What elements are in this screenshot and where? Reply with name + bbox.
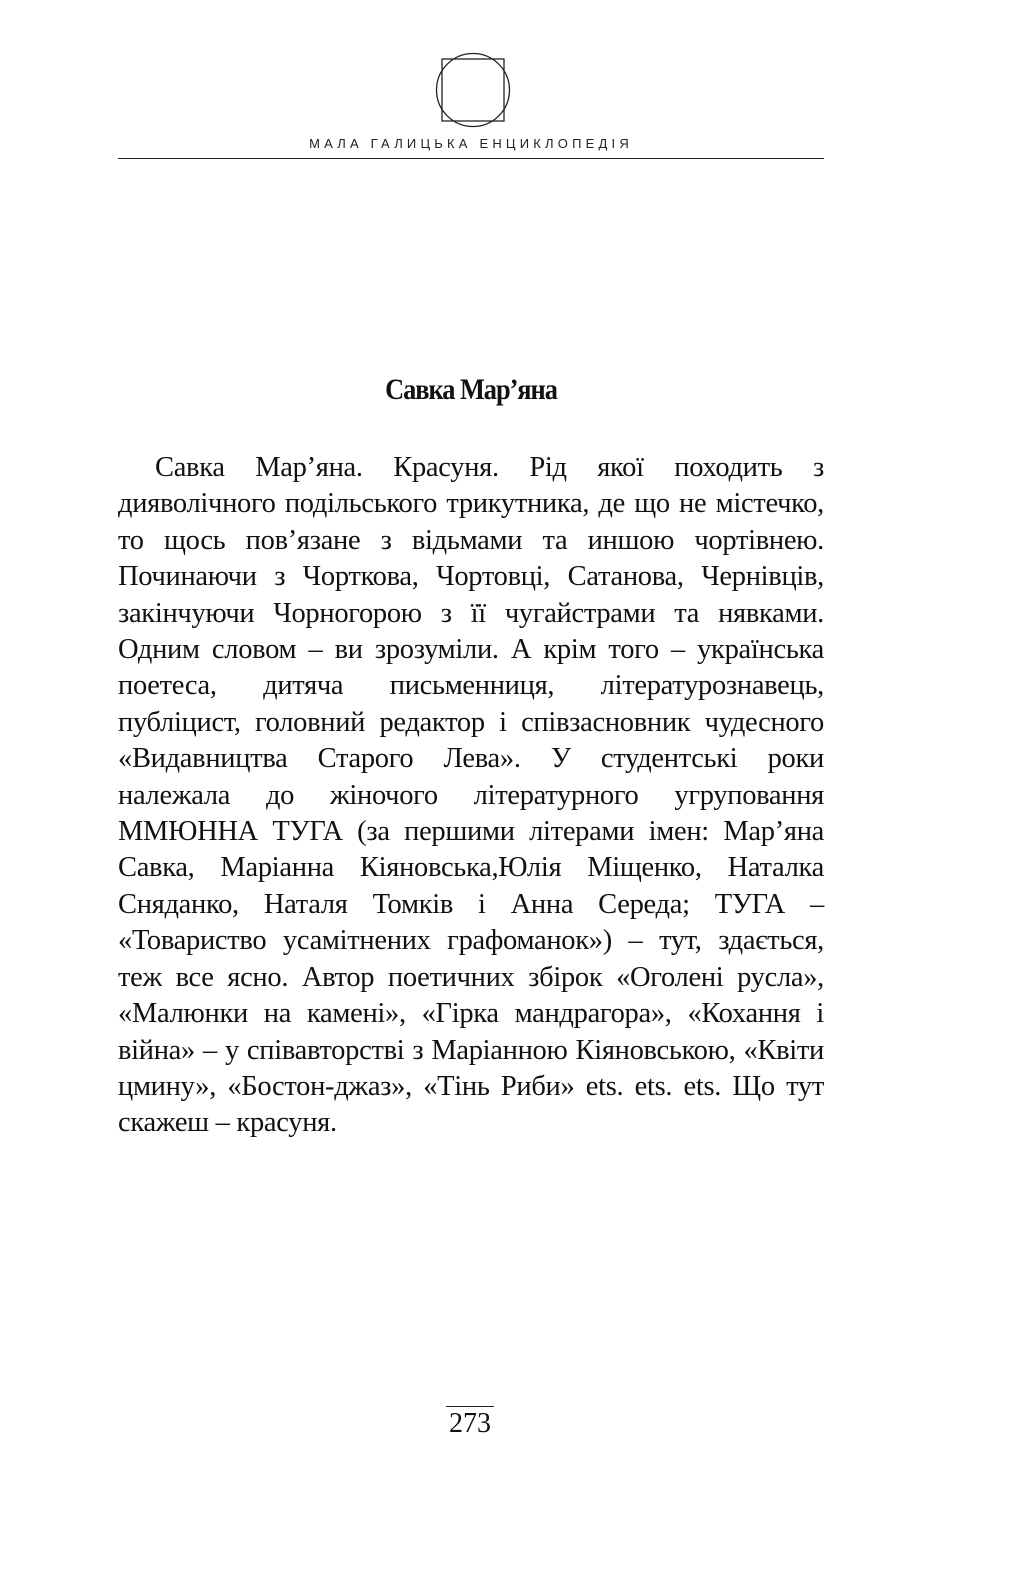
running-head: МАЛА ГАЛИЦЬКА ЕНЦИКЛОПЕДІЯ (309, 136, 633, 151)
entry-body: Савка Мар’яна. Красуня. Рід якої походить з дияволічного подільського трикутника, де що не містечко, то щось пов’язане з відьмами та иншою чортівнею. Починаючи з Чорткова, Чортовці, Сатанова, Чернівців, закінчуючи Чорногорою з її чугайстрами та нявками. Одним словом – ви зрозуміли. А крім того – українська поетеса, дитяча письменниця, літературознавець, публіцист, головний редактор і співзасновник чудесного «Видавництва Старого Лева». У студентські роки належала до жіночого літературного угруповання ММЮННА ТУГА (за першими літерами імен: Мар’яна Савка, Маріанна Кіяновська,Юлія Міщенко, Наталка Сняданко, Наталя Томків і Анна Середа; ТУГА – «Товариство усамітнених графоманок») – тут, здається, теж все ясно. Автор поетичних збірок «Оголені русла», «Малюнки на камені», «Гірка мандрагора», «Кохання і війна» – у співавторстві з Маріанною Кіяновською, «Квіти цмину», «Бостон-джаз», «Тінь Риби» ets. ets. ets. Що тут скажеш – красуня. (118, 452, 824, 1139)
header-rule (118, 158, 824, 159)
entry-title: Савка Мар’яна (385, 373, 557, 406)
circle-square-emblem-icon (435, 52, 511, 128)
page-number-rule (446, 1406, 494, 1407)
page-number: 273 (449, 1408, 491, 1439)
